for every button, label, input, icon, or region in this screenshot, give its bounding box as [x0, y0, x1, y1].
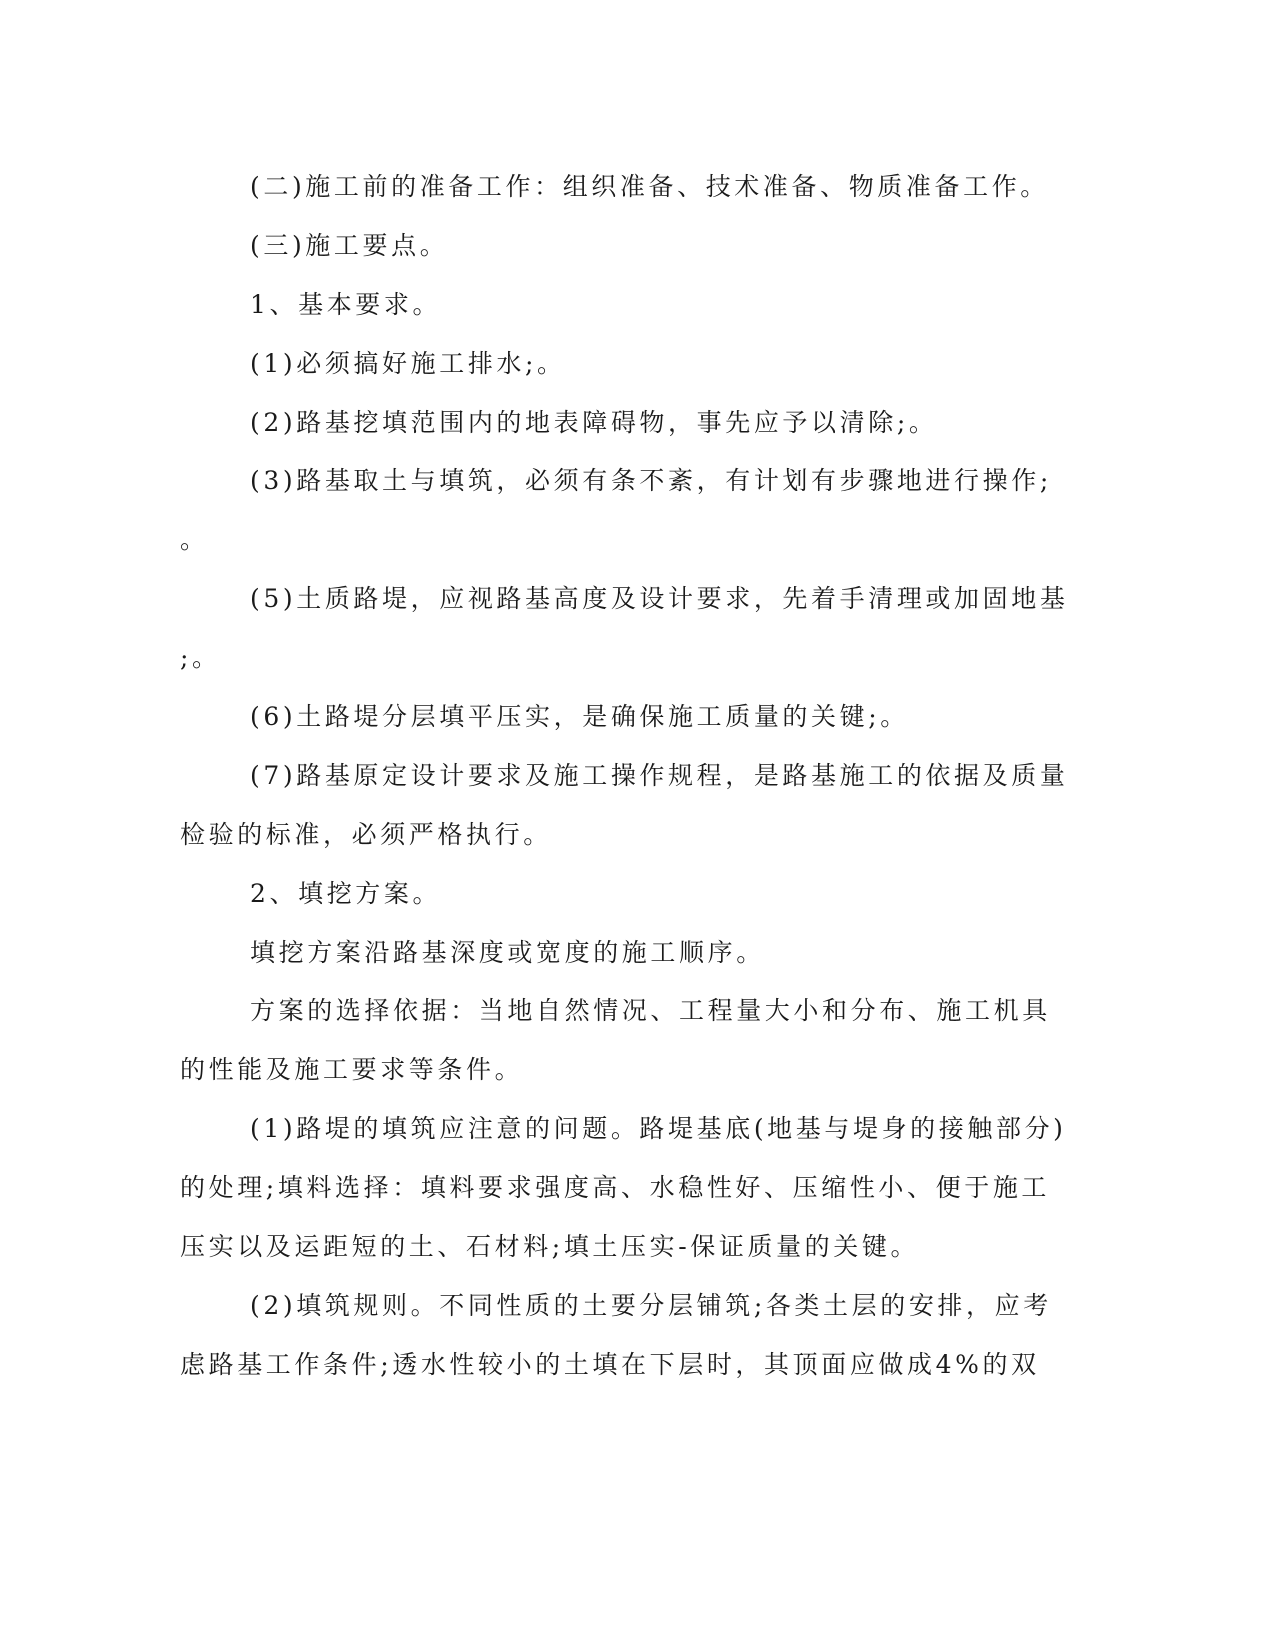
paragraph-line: (2)路基挖填范围内的地表障碍物，事先应予以清除;。	[250, 407, 938, 437]
paragraph-line: 1、基本要求。	[250, 289, 442, 319]
paragraph-line: ;。	[180, 643, 221, 673]
paragraph-line: 。	[180, 525, 209, 555]
paragraph-line: 2、填挖方案。	[250, 878, 442, 908]
paragraph-line: 检验的标准，必须严格执行。	[180, 819, 552, 849]
paragraph-line: 方案的选择依据：当地自然情况、工程量大小和分布、施工机具	[250, 996, 1051, 1026]
paragraph-line: 填挖方案沿路基深度或宽度的施工顺序。	[250, 937, 765, 967]
paragraph-line: 虑路基工作条件;透水性较小的土填在下层时，其顶面应做成4%的双	[180, 1349, 1040, 1379]
paragraph-line: 压实以及运距短的土、石材料;填土压实-保证质量的关键。	[180, 1232, 920, 1262]
document-body	[180, 158, 1069, 1395]
paragraph-line: 的处理;填料选择：填料要求强度高、水稳性好、压缩性小、便于施工	[180, 1173, 1051, 1203]
paragraph-line: (三)施工要点。	[250, 230, 449, 260]
paragraph-line: (6)土路堤分层填平压实，是确保施工质量的关键;。	[250, 702, 909, 732]
paragraph-line: 的性能及施工要求等条件。	[180, 1055, 524, 1085]
paragraph-line: (7)路基原定设计要求及施工操作规程，是路基施工的依据及质量	[250, 760, 1069, 790]
paragraph-line: (1)路堤的填筑应注意的问题。路堤基底(地基与堤身的接触部分)	[250, 1114, 1067, 1144]
paragraph-line: (3)路基取土与填筑，必须有条不紊，有计划有步骤地进行操作;	[250, 466, 1052, 496]
paragraph-line: (2)填筑规则。不同性质的土要分层铺筑;各类土层的安排，应考	[250, 1290, 1052, 1320]
paragraph-line: (1)必须搞好施工排水;。	[250, 348, 566, 378]
paragraph-line: (二)施工前的准备工作：组织准备、技术准备、物质准备工作。	[250, 172, 1049, 201]
paragraph-line: (5)土质路堤，应视路基高度及设计要求，先着手清理或加固地基	[250, 584, 1069, 614]
